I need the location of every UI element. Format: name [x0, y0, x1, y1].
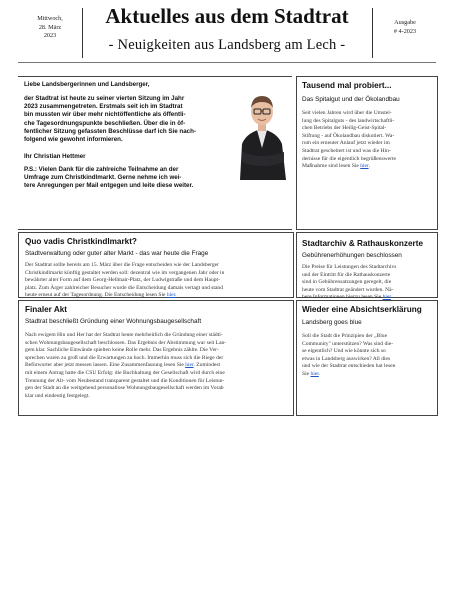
intro-signature: Ihr Christian Hettmer	[24, 153, 86, 160]
link-end: .	[390, 294, 393, 301]
masthead-divider	[18, 62, 436, 63]
article-body	[302, 264, 432, 302]
body-line: Nach ewigem Hin und Her hat der Stadtrat heute mehrheitlich die Gründung einer städti-	[25, 332, 223, 338]
date-year: 2023	[43, 32, 57, 40]
article-tausend	[296, 76, 438, 230]
body-line: Soll die Stadt die Prinzipien der „Blue	[302, 333, 388, 339]
body-line: heute erneut auf der Tagesordnung. Die Entscheidung lesen Sie	[25, 292, 167, 299]
intro-line: folgend wie gewohnt informieren.	[24, 136, 123, 144]
intro-text	[24, 95, 239, 144]
body-line: Trennung der Alt- vom Neubestand transparent gestaltet und die Konditionen für Leistun-	[25, 377, 225, 384]
body-line: sind in Gebührensatzungen geregelt, die	[302, 279, 392, 286]
body-line: here Informationen hierzu lesen Sie	[302, 294, 383, 301]
intro-line: che Tagesordnungspunkte beschließen. Über die in öf-	[24, 119, 186, 127]
article-absichtserklaerung	[296, 300, 438, 416]
body-line: Der Stadtrat sollte bereits am 15. März über die Frage entscheiden wie der Landsberger	[25, 262, 219, 268]
body-line: Die Preise für Leistungen des Stadtarchivs	[302, 264, 397, 270]
body-line: Stadtrat gescheitert ist und was die Hin-	[302, 147, 391, 154]
intro-greeting: Liebe Landsbergerinnen und Landsberger,	[24, 81, 150, 88]
article-subtitle: Landsberg goes blue	[302, 319, 362, 326]
body-line: Maßnahme sind lesen Sie	[302, 163, 361, 170]
body-line: dernisse für die eigentlich begrüßenswerte	[302, 155, 396, 162]
article-body	[302, 333, 432, 379]
body-line: bewährter alter Form auf dem Georg-Hellmair-Platz, der Ludwigstraße und dem Haupt-	[25, 277, 220, 284]
body-line: schen Wohnungsbaugesellschaft beschlossen. Das Ergebnis der Abstimmung war seit Lan-	[25, 339, 227, 346]
body-line: se eigentlich? Und wie könnte sich so	[302, 348, 386, 355]
issue-box	[372, 8, 437, 58]
ps-line: P.S.: Vielen Dank für die zahlreiche Teilnahme an der	[24, 166, 179, 173]
article-title: Tausend mal probiert...	[302, 81, 392, 90]
body-line: Befürworter aber jetzt messen lassen. Eine Zusammenfassung lesen Sie	[25, 362, 186, 369]
article-subtitle: Stadtverwaltung oder guter alter Markt - das war heute die Frage	[25, 250, 209, 257]
newsletter-subtitle: - Neuigkeiten aus Landsberg am Lech -	[108, 37, 346, 53]
body-line: Stiftung - auf Ökolandbau diskutiert. Wa-	[302, 132, 395, 139]
read-more-link[interactable]: hier	[360, 163, 369, 170]
read-more-link[interactable]: hier	[166, 292, 176, 299]
body-line: platz. Zum Ärger zahlreicher Besucher wurde die Entscheidung damals vertagt und stand	[25, 284, 223, 291]
date-day: 28. März	[38, 23, 62, 31]
body-line: und der Eintritt für die Rathauskonzerte	[302, 271, 391, 278]
article-title: Stadtarchiv & Rathauskonzerte	[302, 239, 424, 248]
ps-line: Umfrage zum Christkindlmarkt. Gerne nehme ich wei-	[24, 174, 182, 182]
body-line: chen Betriebs der Heilig-Geist-Spital-	[302, 125, 387, 132]
intro-line: 2023 zusammengetreten. Erstmals seit ich im Stadtrat	[24, 103, 183, 111]
link-end: .	[368, 163, 370, 170]
link-end: .	[318, 370, 321, 377]
article-body	[25, 262, 288, 300]
issue-number: # 4-2023	[393, 27, 417, 35]
intro-line: der Stadtrat ist heute zu seiner vierten Sitzung im Jahr	[24, 95, 185, 102]
body-line: heute vom Stadtrat geändert wurden. Nä-	[302, 286, 394, 293]
article-subtitle: Das Spitalgut und der Ökolandbau	[302, 96, 400, 103]
body-line: rum ein erneuter Anlauf jetzt wieder im	[302, 140, 390, 147]
body-line: Seit vielen Jahren wird über die Umstel-	[302, 110, 392, 116]
link-end: . Zumindest	[193, 362, 221, 369]
portrait-photo-icon	[234, 82, 290, 180]
article-subtitle: Gebührenerhöhungen beschlossen	[302, 252, 402, 259]
body-line: und wie der Stadtrat entschieden hat lesen	[302, 363, 396, 370]
article-title: Quo vadis Christkindlmarkt?	[25, 237, 137, 246]
link-end: .	[175, 292, 177, 299]
article-stadtarchiv	[296, 232, 438, 301]
read-more-link[interactable]: hier	[382, 294, 391, 301]
article-title: Finaler Akt	[25, 305, 68, 314]
intro-line: fentlicher Sitzung gefassten Beschlüsse darf ich Sie nach-	[24, 127, 196, 135]
body-line: Community" unterstützen? Was sind die-	[302, 340, 394, 347]
body-line: Christkindlmarkt künftig gestaltet werden soll: dezentral wie im vergangenen Jahr oder in	[25, 269, 225, 276]
issue-label: Ausgabe	[394, 19, 416, 26]
ps-line: tere Anregungen per Mail entgegen und leite diese weiter.	[24, 182, 194, 190]
body-line: gem klar. Sachliche Einwände spielten keine Rolle mehr. Das Ergebnis zählte. Die Ver-	[25, 347, 219, 354]
body-line: klar und eindeutig festgelegt.	[25, 392, 90, 399]
date-weekday: Mittwoch,	[37, 15, 63, 22]
date-box	[18, 8, 83, 58]
newsletter-title: Aktuelles aus dem Stadtrat	[105, 4, 349, 28]
body-line: sprechen waren zu groß und die Erwartungen zu hoch. Immerhin muss sich die Riege der	[25, 354, 224, 361]
article-title: Wieder eine Absichtserklärung	[302, 305, 422, 314]
article-body	[25, 332, 288, 400]
article-subtitle: Stadtrat beschließt Gründung einer Wohnungsbaugesellschaft	[25, 318, 202, 325]
body-line: mit einem Antrag hatte die CSU Erfolg: die Buchhaltung der Gesellschaft wird durch eine	[25, 369, 225, 376]
body-line: gen der Stadt an die weitgehend personallose Wohnungsbaugesellschaft werden im Vorab	[25, 385, 224, 392]
body-line: lung des Spitalguts - des landwirtschaftli-	[302, 117, 395, 124]
read-more-link[interactable]: hier	[310, 370, 319, 377]
read-more-link[interactable]: hier	[185, 362, 194, 369]
body-line: etwas in Landsberg auswirken? All dies	[302, 355, 391, 362]
intro-line: bin mussten wir über mehr nichtöffentliche als öffentli-	[24, 111, 186, 119]
article-finaler-akt	[18, 300, 294, 416]
article-quovadis	[18, 232, 294, 298]
body-line: Sie	[302, 370, 311, 377]
article-body	[302, 110, 432, 171]
